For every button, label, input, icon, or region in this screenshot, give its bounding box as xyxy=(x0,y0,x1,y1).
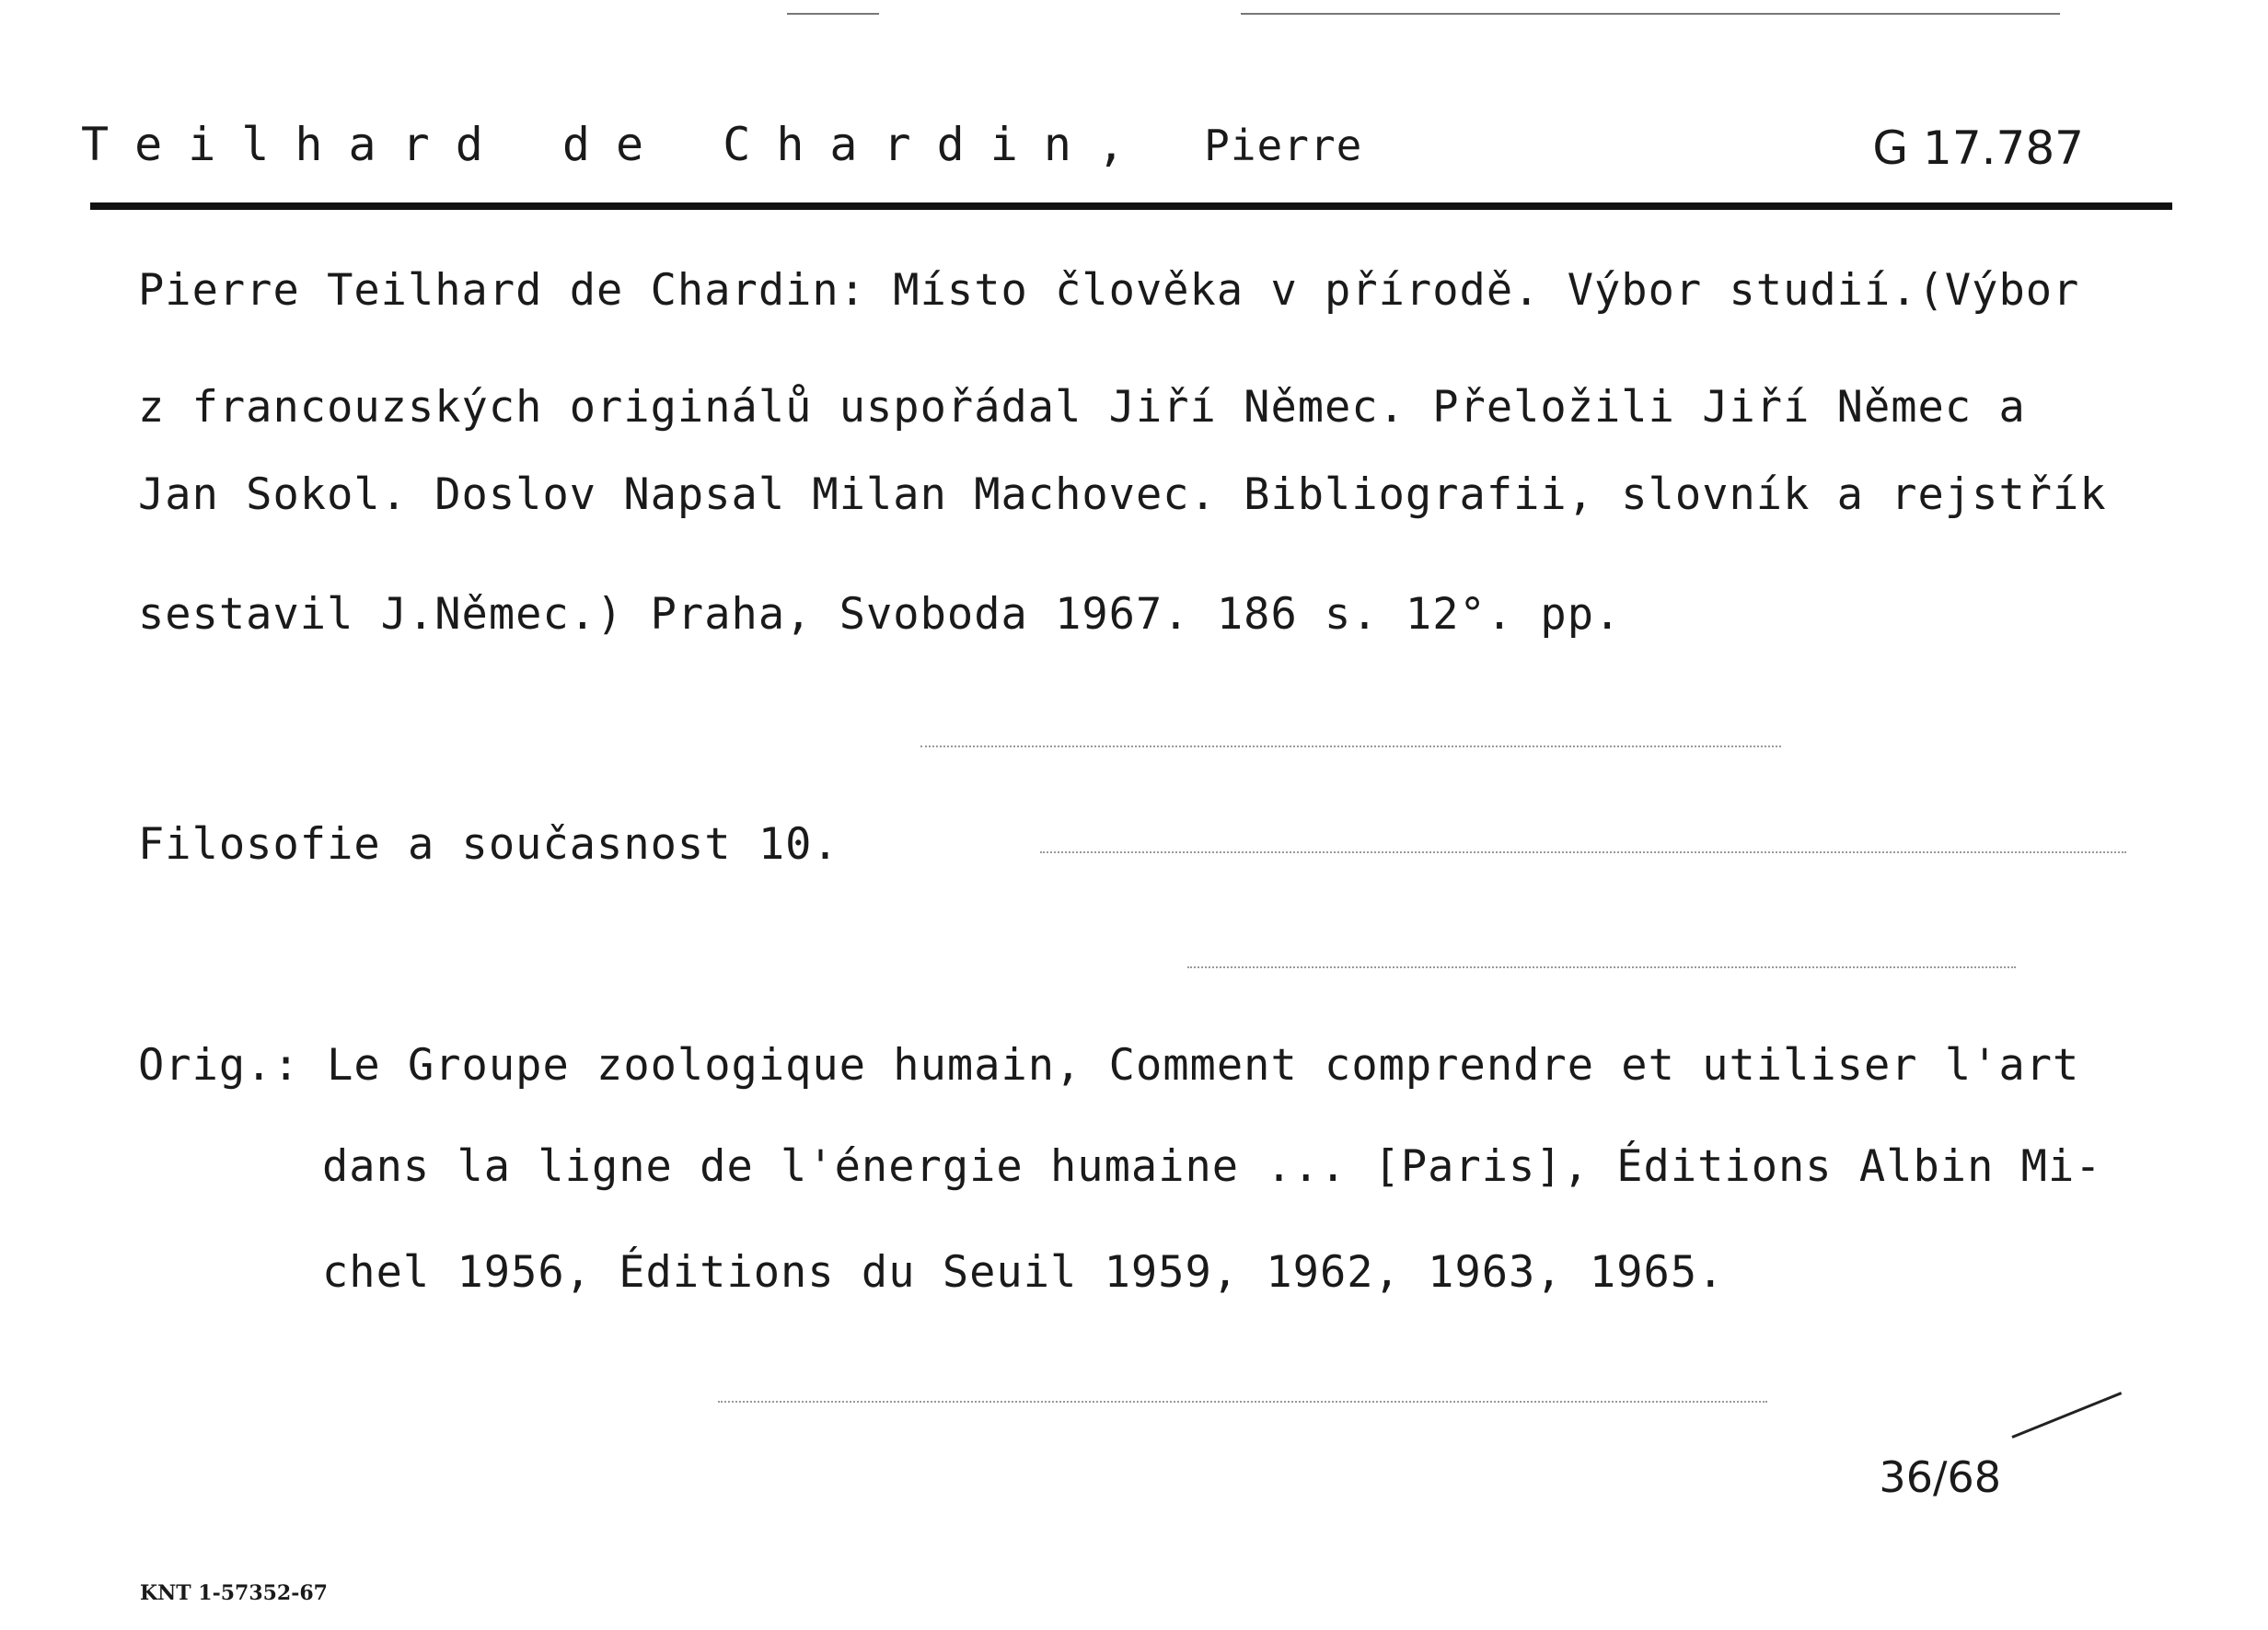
dotted-line xyxy=(718,1401,1767,1403)
shelf-mark: 36/68 xyxy=(1879,1452,2001,1502)
original-line-3: chel 1956, Éditions du Seuil 1959, 1962, 1963, 1965. xyxy=(322,1247,1725,1298)
description-line-1: Pierre Teilhard de Chardin: Místo člověka v přírodě. Výbor studií.(Výbor xyxy=(138,265,2080,316)
heading-rule xyxy=(90,202,2172,210)
description-line-4: sestavil J.Němec.) Praha, Svoboda 1967. 186 s. 12°. pp. xyxy=(138,589,1622,640)
call-number: G 17.787 xyxy=(1872,121,2084,175)
description-line-2: z francouzských originálů uspořádal Jiří Němec. Přeložili Jiří Němec a xyxy=(138,382,2026,433)
author-surname: Teilhard de Chardin, xyxy=(81,118,1151,171)
original-line-2: dans la ligne de l'énergie humaine ... [Paris], Éditions Albin Mi- xyxy=(322,1141,2102,1192)
scan-mark xyxy=(787,13,879,15)
shelf-mark-stroke xyxy=(2011,1392,2122,1439)
series-statement: Filosofie a současnost 10. xyxy=(138,819,839,870)
dotted-line xyxy=(1040,851,2126,853)
scan-mark xyxy=(1241,13,2060,15)
author-heading xyxy=(81,118,1362,171)
dotted-line xyxy=(920,746,1781,747)
original-line-1: Orig.: Le Groupe zoologique humain, Comment comprendre et utiliser l'art xyxy=(138,1040,2080,1091)
printer-code: KNT 1-57352-67 xyxy=(140,1581,328,1605)
author-given-name: Pierre xyxy=(1204,121,1363,170)
description-line-3: Jan Sokol. Doslov Napsal Milan Machovec. Bibliografii, slovník a rejstřík xyxy=(138,469,2107,520)
dotted-line xyxy=(1187,966,2016,968)
